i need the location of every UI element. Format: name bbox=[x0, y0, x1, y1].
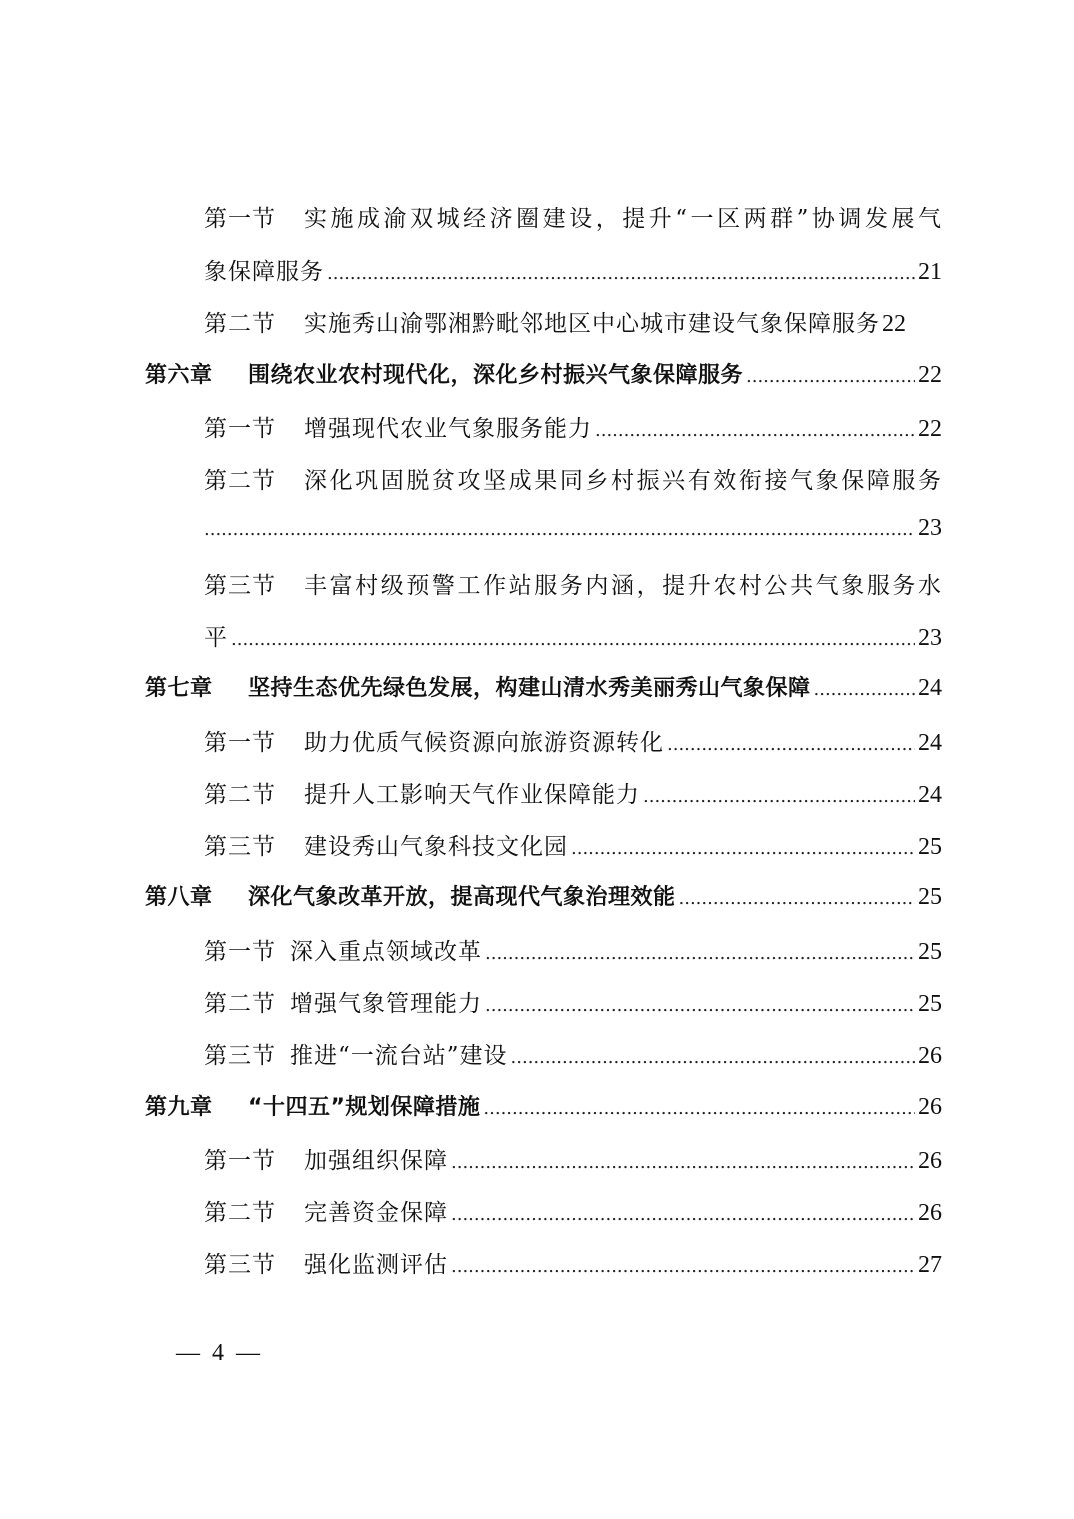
leader-dots bbox=[451, 1152, 915, 1173]
chapter-title: 坚持生态优先绿色发展，构建山清水秀美丽秀山气象保障 bbox=[248, 676, 811, 701]
toc-entry-section[interactable] bbox=[204, 1194, 942, 1227]
section-title: 助力优质气候资源向旅游资源转化 bbox=[304, 730, 664, 756]
leader-dots bbox=[679, 888, 915, 909]
toc-entry-chapter[interactable] bbox=[145, 1090, 942, 1121]
page-number: 24 bbox=[918, 675, 942, 701]
toc-entry-section[interactable] bbox=[204, 200, 942, 233]
section-title: 建设秀山气象科技文化园 bbox=[304, 834, 568, 860]
section-label: 第二节 bbox=[204, 782, 276, 808]
section-label: 第一节 bbox=[204, 939, 276, 965]
page-number: 23 bbox=[918, 625, 942, 651]
section-label: 第一节 bbox=[204, 206, 276, 232]
toc-entry-section[interactable] bbox=[204, 776, 942, 809]
section-title: 加强组织保障 bbox=[304, 1148, 448, 1174]
leader-dots bbox=[643, 786, 915, 807]
leader-dots bbox=[814, 679, 915, 700]
toc-entry-section[interactable] bbox=[204, 828, 942, 861]
page-number: 24 bbox=[918, 730, 942, 756]
toc-entry-section[interactable] bbox=[204, 1246, 942, 1279]
section-label: 第一节 bbox=[204, 416, 276, 442]
toc-entry-section[interactable] bbox=[204, 985, 942, 1018]
leader-dots bbox=[485, 943, 915, 964]
page-number: 22 bbox=[882, 311, 906, 337]
page-number: 21 bbox=[918, 259, 942, 285]
section-title: 完善资金保障 bbox=[304, 1200, 448, 1226]
section-title: 强化监测评估 bbox=[304, 1252, 448, 1278]
toc-entry-section[interactable] bbox=[204, 567, 942, 600]
page-number: 25 bbox=[918, 834, 942, 860]
chapter-label: 第六章 bbox=[145, 363, 213, 388]
section-label: 第二节 bbox=[204, 1200, 276, 1226]
page-number: 26 bbox=[918, 1094, 942, 1120]
toc-entry-section[interactable] bbox=[204, 1142, 942, 1175]
toc-entry-section[interactable] bbox=[204, 1037, 942, 1070]
leader-dots bbox=[451, 1256, 915, 1277]
section-label: 第三节 bbox=[204, 573, 276, 599]
section-title-line: 深化巩固脱贫攻坚成果同乡村振兴有效衔接气象保障服务 bbox=[304, 468, 942, 494]
leader-dots bbox=[485, 995, 915, 1016]
section-label: 第三节 bbox=[204, 834, 276, 860]
section-title-line: 平 bbox=[204, 625, 228, 651]
section-title: 实施秀山渝鄂湘黔毗邻地区中心城市建设气象保障服务 bbox=[304, 311, 880, 337]
leader-dots bbox=[231, 629, 915, 650]
section-label: 第一节 bbox=[204, 730, 276, 756]
section-title-line: 丰富村级预警工作站服务内涵，提升农村公共气象服务水 bbox=[304, 573, 942, 599]
chapter-label: 第七章 bbox=[145, 676, 213, 701]
chapter-title: “十四五”规划保障措施 bbox=[248, 1095, 481, 1120]
page-number: 22 bbox=[918, 416, 942, 442]
page-number: 23 bbox=[918, 515, 942, 541]
toc-entry-section[interactable] bbox=[204, 462, 942, 495]
section-label: 第二节 bbox=[204, 468, 276, 494]
leader-dots bbox=[327, 263, 915, 284]
leader-dots bbox=[746, 366, 915, 387]
section-label: 第三节 bbox=[204, 1252, 276, 1278]
section-title bbox=[304, 462, 942, 495]
leader-dots bbox=[595, 420, 915, 441]
section-title bbox=[304, 567, 942, 600]
section-label: 第三节 bbox=[204, 1043, 276, 1069]
page-number: 22 bbox=[918, 362, 942, 388]
leader-dots bbox=[451, 1204, 915, 1225]
section-title bbox=[304, 200, 942, 233]
leader-dots bbox=[667, 734, 915, 755]
leader-dots bbox=[511, 1047, 915, 1068]
leader-dots bbox=[204, 519, 915, 540]
section-label: 第二节 bbox=[204, 991, 276, 1017]
toc-entry-section[interactable] bbox=[204, 410, 942, 443]
section-title: 深入重点领域改革 bbox=[290, 939, 482, 965]
toc-entry-section[interactable] bbox=[204, 724, 942, 757]
section-label: 第二节 bbox=[204, 311, 276, 337]
page-number: 27 bbox=[918, 1252, 942, 1278]
page-number: 25 bbox=[918, 884, 942, 910]
section-title: 增强现代农业气象服务能力 bbox=[304, 416, 592, 442]
leader-dots bbox=[483, 1098, 915, 1119]
chapter-label: 第八章 bbox=[145, 885, 213, 910]
section-label: 第一节 bbox=[204, 1148, 276, 1174]
toc-entry-chapter[interactable] bbox=[145, 358, 942, 389]
chapter-title: 深化气象改革开放，提高现代气象治理效能 bbox=[248, 885, 676, 910]
page-number: 26 bbox=[918, 1200, 942, 1226]
page-number: 24 bbox=[918, 782, 942, 808]
toc-entry-continuation[interactable] bbox=[204, 253, 942, 286]
toc-entry-continuation[interactable] bbox=[204, 515, 942, 542]
toc-entry-section[interactable] bbox=[204, 305, 942, 338]
page-number: 25 bbox=[918, 939, 942, 965]
page-number: 25 bbox=[918, 991, 942, 1017]
chapter-title: 围绕农业农村现代化，深化乡村振兴气象保障服务 bbox=[248, 363, 744, 388]
toc-entry-section[interactable] bbox=[204, 933, 942, 966]
section-title-line: 象保障服务 bbox=[204, 259, 324, 285]
section-title: 增强气象管理能力 bbox=[290, 991, 482, 1017]
leader-dots bbox=[571, 838, 915, 859]
toc-entry-chapter[interactable] bbox=[145, 880, 942, 911]
section-title-line: 实施成渝双城经济圈建设，提升“一区两群”协调发展气 bbox=[304, 206, 942, 232]
page-number: 26 bbox=[918, 1148, 942, 1174]
section-title: 提升人工影响天气作业保障能力 bbox=[304, 782, 640, 808]
toc-entry-continuation[interactable] bbox=[204, 619, 942, 652]
page-number: 26 bbox=[918, 1043, 942, 1069]
page-footer-number: — 4 — bbox=[176, 1340, 263, 1366]
toc-entry-chapter[interactable] bbox=[145, 671, 942, 702]
chapter-label: 第九章 bbox=[145, 1095, 213, 1120]
section-title: 推进“一流台站”建设 bbox=[290, 1043, 508, 1069]
